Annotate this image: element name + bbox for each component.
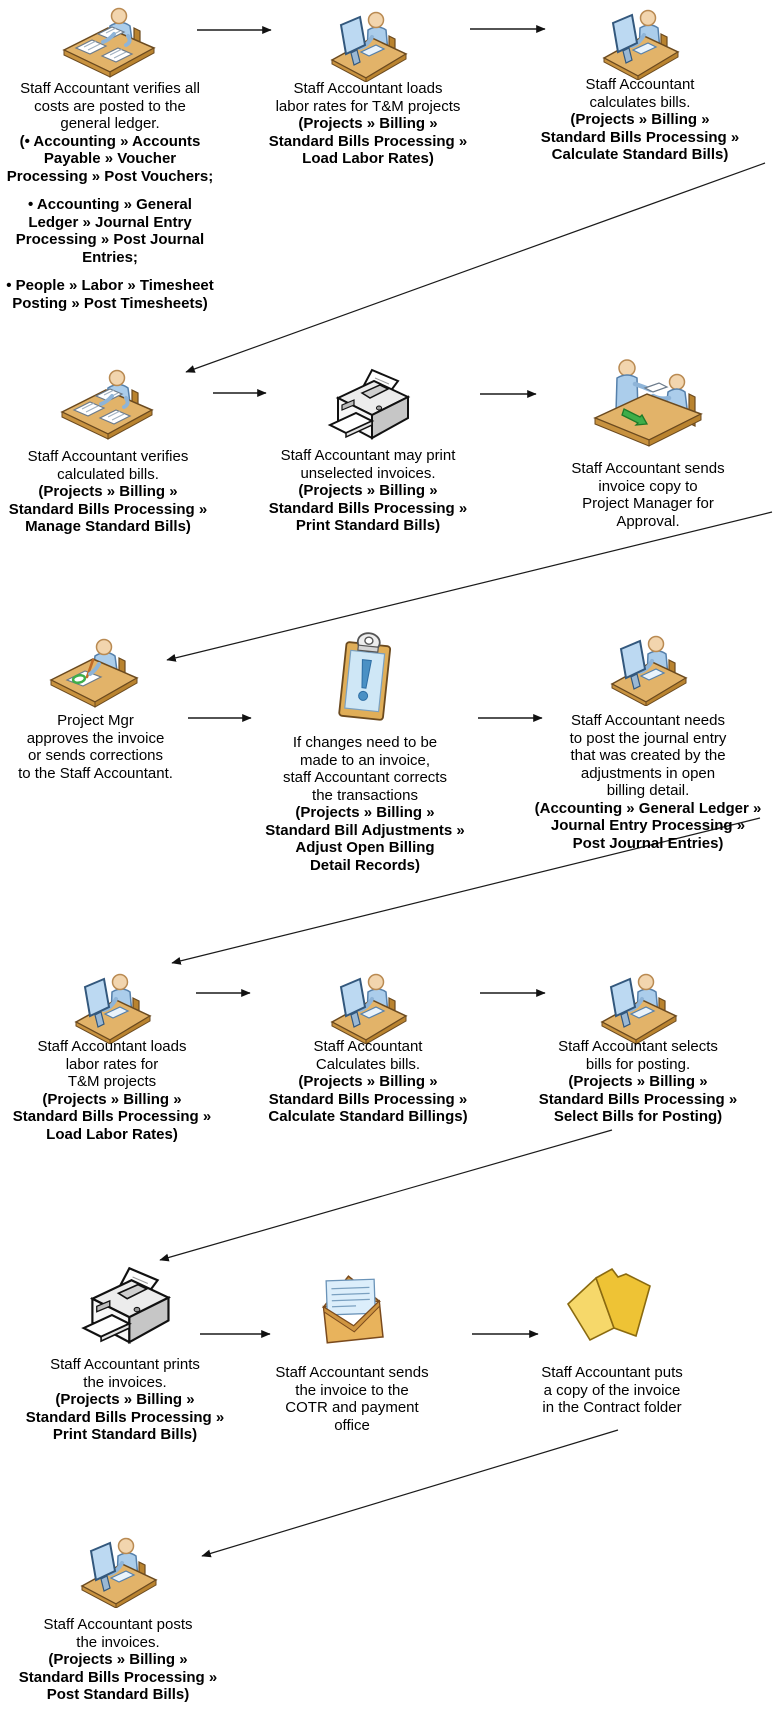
person-computer-icon (326, 10, 410, 82)
node-text-line: Project Manager for (582, 495, 714, 512)
node-text-line: • People » Labor » Timesheet (6, 277, 214, 294)
node-text-line: Calculate Standard Billings) (268, 1108, 468, 1125)
node-text-line: Staff Accountant sends (275, 1364, 429, 1381)
node-text-line: Standard Bills Processing » (25, 1408, 225, 1426)
node-text-line: Staff Accountant verifies all (20, 80, 200, 97)
node-text-line: the invoices. (76, 1633, 160, 1651)
node-label (0, 1616, 236, 1704)
node-label (0, 448, 223, 536)
node-text-line: staff Accountant corrects (283, 769, 447, 786)
node-label (518, 1038, 758, 1126)
node-text-line: adjustments in open (580, 764, 716, 782)
person-computer-icon (598, 8, 682, 80)
node-text-line: office (334, 1416, 370, 1434)
node-text-line: Staff Accountant prints (50, 1356, 200, 1373)
node-label (519, 712, 777, 852)
meeting-handoff-icon (589, 356, 707, 452)
node-label (0, 80, 222, 312)
node-text-line: Load Labor Rates) (302, 150, 434, 167)
node-text-line: to the Staff Accountant. (18, 764, 173, 782)
node-text-line: the invoice to the (295, 1381, 409, 1399)
node-text-line: calculates bills. (589, 93, 691, 111)
node-text-line: Post Journal Entries) (572, 834, 724, 852)
node-text-line: Detail Records) (309, 856, 421, 874)
node-text-line: Staff Accountant verifies (27, 448, 189, 465)
node-text-line: Calculate Standard Bills) (551, 146, 729, 163)
printer-icon (75, 1266, 175, 1351)
node-text-line: Staff Accountant puts (541, 1364, 683, 1381)
node-text-line: Staff Accountant (313, 1038, 423, 1055)
node-label (502, 1364, 722, 1417)
node-text-line: Post Standard Bills) (46, 1686, 190, 1703)
node-text-line: (Projects » Billing » (55, 1391, 195, 1408)
person-desk-icon (62, 6, 158, 80)
node-text-line: billing detail. (606, 782, 690, 799)
node-text-line: bills for posting. (585, 1055, 691, 1073)
node-text-line: Entries; (82, 248, 138, 266)
node-text-line: Print Standard Bills) (52, 1426, 198, 1443)
node-text-line: (Projects » Billing » (38, 483, 178, 500)
node-text-line: • Accounting » General (28, 196, 192, 213)
node-text-line: Ledger » Journal Entry (28, 213, 192, 231)
node-text-line: the transactions (312, 786, 418, 804)
node-text-line: (Projects » Billing » (298, 1073, 438, 1090)
node-label (248, 1038, 488, 1126)
node-text-line: Standard Bill Adjustments » (265, 821, 465, 839)
node-text-line: Standard Bills Processing » (538, 1090, 738, 1108)
person-computer-icon (76, 1536, 160, 1608)
node-text-line: If changes need to be (292, 734, 438, 751)
node-text-line: Posting » Post Timesheets) (12, 294, 208, 312)
node-label (253, 80, 483, 168)
node-text-line: Staff Accountant sends (571, 460, 725, 477)
node-text-line: Staff Accountant (585, 76, 695, 93)
node-text-line: Payable » Voucher (43, 150, 177, 167)
node-text-line: Staff Accountant posts (43, 1616, 193, 1633)
node-text-line: (• Accounting » Accounts (19, 132, 201, 150)
person-desk-icon (60, 368, 156, 442)
node-text-line: Staff Accountant needs (570, 712, 725, 729)
node-text-line: (Accounting » General Ledger » (534, 799, 762, 817)
node-text-line: (Projects » Billing » (298, 482, 438, 499)
node-text-line: Standard Bills Processing » (268, 132, 468, 150)
node-text-line: Standard Bills Processing » (18, 1668, 218, 1686)
node-text-line: in the Contract folder (542, 1399, 682, 1416)
node-label (538, 460, 758, 530)
node-text-line: Standard Bills Processing » (540, 128, 740, 146)
node-text-line: Standard Bills Processing » (8, 500, 208, 518)
node-text-line: Manage Standard Bills) (25, 518, 191, 535)
node-text-line: unselected invoices. (300, 464, 436, 482)
node-label (240, 734, 490, 874)
node-text-line: Standard Bills Processing » (12, 1108, 212, 1125)
person-computer-icon (326, 972, 410, 1044)
node-text-line: made to an invoice, (299, 751, 431, 769)
node-text-line: Staff Accountant loads (37, 1038, 187, 1055)
node-text-line: T&M projects (67, 1073, 157, 1090)
node-text-line: Load Labor Rates) (46, 1125, 178, 1143)
node-text-line: (Projects » Billing » (42, 1090, 182, 1108)
person-computer-icon (606, 634, 690, 706)
node-label (247, 1364, 457, 1434)
node-text-line: (Projects » Billing » (48, 1651, 188, 1668)
node-text-line: Standard Bills Processing » (268, 1090, 468, 1108)
node-label (525, 76, 755, 164)
node-text-line: that was created by the (570, 747, 726, 764)
node-text-line: labor rates for (65, 1055, 159, 1073)
node-text-line: Calculates bills. (315, 1055, 421, 1073)
clipboard-alert-icon (333, 630, 397, 726)
node-text-line: Processing » Post Journal (15, 231, 205, 248)
node-label (5, 1356, 245, 1444)
node-text-line: Staff Accountant selects (558, 1038, 718, 1055)
node-text-line: Approval. (616, 512, 680, 530)
node-label (248, 447, 488, 535)
node-text-line: approves the invoice (26, 729, 165, 747)
approval-signing-icon (49, 638, 141, 710)
person-computer-icon (596, 972, 680, 1044)
node-text-line: the invoices. (83, 1373, 167, 1391)
flow-arrow-diagonal (160, 1130, 612, 1260)
node-text-line: (Projects » Billing » (570, 111, 710, 128)
node-text-line: Standard Bills Processing » (268, 499, 468, 517)
node-text-line: a copy of the invoice (543, 1381, 681, 1399)
node-text-line: Journal Entry Processing » (550, 817, 746, 834)
node-text-line: (Projects » Billing » (298, 115, 438, 132)
flow-arrow-diagonal (202, 1430, 618, 1556)
node-text-line: costs are posted to the (34, 97, 186, 115)
node-text-line: Staff Accountant loads (293, 80, 443, 97)
person-computer-icon (70, 972, 154, 1044)
node-text-line: (Projects » Billing » (568, 1073, 708, 1090)
node-text-line: (Projects » Billing » (295, 804, 435, 821)
node-text-line: Adjust Open Billing (295, 839, 435, 856)
node-text-line: labor rates for T&M projects (275, 97, 461, 115)
node-text-line: calculated bills. (57, 465, 159, 483)
printer-icon (322, 368, 414, 446)
node-text-line: Select Bills for Posting) (553, 1108, 723, 1125)
node-text-line: invoice copy to (598, 477, 698, 495)
node-text-line: or sends corrections (27, 747, 164, 764)
node-label (0, 1038, 227, 1143)
node-text-line: COTR and payment (285, 1399, 419, 1416)
node-text-line: Processing » Post Vouchers; (6, 167, 214, 185)
node-label (3, 712, 188, 782)
node-text-line: Project Mgr (57, 712, 134, 729)
node-text-line: to post the journal entry (569, 729, 727, 747)
open-folder-icon (566, 1264, 658, 1344)
node-text-line: Print Standard Bills) (295, 517, 441, 534)
open-envelope-icon (312, 1268, 392, 1348)
flow-arrow-diagonal (186, 163, 765, 372)
node-text-line: Staff Accountant may print (280, 447, 456, 464)
node-text-line: general ledger. (60, 115, 160, 132)
